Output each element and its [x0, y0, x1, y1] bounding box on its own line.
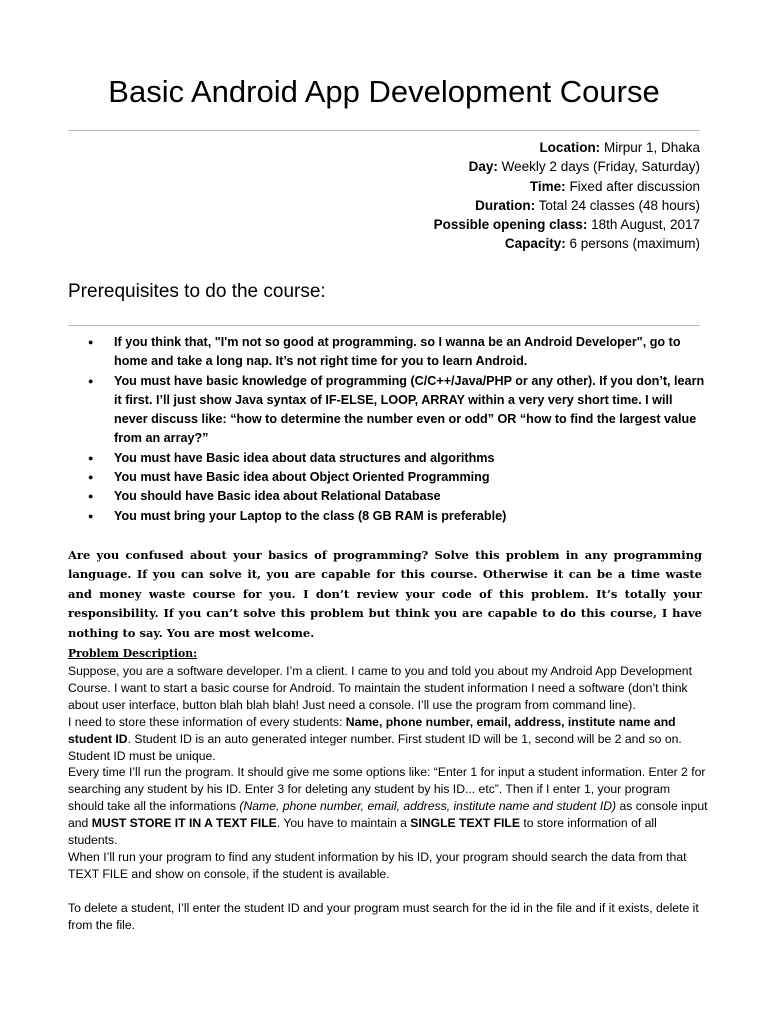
list-item: ● You must have basic knowledge of programming (C/C++/Java/PHP or any other). If you don’t, learn it first. I’ll just show Java syntax of IF-ELSE, LOOP, ARRAY within a very very short time. I will never discuss like: “how to determine the number even or odd” OR “how to find the largest value from an array?” — [68, 372, 708, 449]
problem-paragraph: When I’ll run your program to find any student information by his ID, your program should search the data from that TEXT FILE and show on console, if the student is available. — [68, 849, 687, 881]
prereq-heading: Prerequisites to do the course: — [68, 281, 326, 302]
prereq-divider — [68, 325, 700, 326]
info-opening-class — [434, 215, 700, 234]
paragraph-gap — [68, 883, 708, 900]
list-item: ● You must bring your Laptop to the class (8 GB RAM is preferable) — [68, 507, 708, 526]
info-value: Total 24 classes (48 hours) — [538, 197, 700, 213]
problem-paragraph — [68, 714, 708, 765]
info-value: Mirpur 1, Dhaka — [603, 140, 700, 155]
prerequisite-list — [68, 333, 708, 526]
text-run: I need to store these information of every students: — [68, 714, 346, 729]
intro-paragraph: Are you confused about your basics of programming? Solve this problem in any programming language. If you can solve it, you are capable for this course. Otherwise it can be a time waste and money waste course for you. I don’t review your code of this problem. It’s totally your responsibility. If you can’t solve this problem but think you are capable to do this course, I have nothing to say. You are most welcome. — [68, 548, 702, 640]
list-item: ● You should have Basic idea about Relational Database — [68, 487, 708, 506]
info-value: 6 persons (maximum) — [569, 236, 700, 252]
info-value: 18th August, 2017 — [591, 217, 700, 233]
info-location — [434, 138, 700, 157]
course-info — [434, 138, 700, 254]
info-key: Time: — [529, 178, 566, 194]
info-value: Fixed after discussion — [569, 178, 700, 194]
info-key: Day: — [468, 159, 498, 175]
text-run: to store information of all students. — [68, 816, 657, 848]
bold-text: SINGLE TEXT FILE — [410, 816, 520, 831]
info-time — [434, 177, 700, 196]
info-key: Duration: — [475, 197, 536, 213]
italic-text: (Name, phone number, email, address, institute name and student ID) — [239, 799, 617, 814]
list-item: ● You must have Basic idea about Object Oriented Programming — [68, 468, 708, 487]
bold-text: Name, phone number, email, address, institute name and student ID — [68, 714, 676, 746]
info-value: Weekly 2 days (Friday, Saturday) — [501, 159, 700, 175]
bold-text: MUST STORE IT IN A TEXT FILE — [91, 816, 277, 831]
text-run: Every time I’ll run the program. It should give me some options like: “Enter 1 for input a student information. Enter 2 for searching any student by his ID. Enter 3 for deleting any student by his ID... etc”. Then if I enter 1, your program should take all the informations — [68, 765, 706, 814]
problem-paragraph: To delete a student, I’ll enter the student ID and your program must search for the id in the file and if it exists, delete it from the file. — [68, 900, 699, 932]
problem-heading: Problem Description: — [68, 647, 198, 660]
info-capacity — [434, 234, 700, 253]
problem-paragraph — [68, 764, 708, 849]
text-run: . Student ID is an auto generated integer number. First student ID will be 1, second will be 2 and so on. Student ID must be unique. — [68, 731, 682, 763]
problem-paragraph: Suppose, you are a software developer. I’m a client. I came to you and told you about my Android App Development Course. I want to start a basic course for Android. To maintain the student information I need a software (don’t think about user interface, button blah blah blah! Just need a console. I’ll use the program from command line). — [68, 664, 692, 712]
info-duration — [434, 196, 700, 215]
text-run: as console input and — [68, 799, 708, 831]
page-title: Basic Android App Development Course — [108, 74, 660, 109]
text-run: . You have to maintain a — [276, 816, 411, 831]
info-key: Location: — [539, 140, 601, 155]
info-key: Possible opening class: — [433, 217, 588, 233]
list-item: ● You must have Basic idea about data structures and algorithms — [68, 449, 708, 468]
info-day — [434, 157, 700, 176]
title-divider — [68, 130, 700, 131]
info-key: Capacity: — [504, 236, 566, 252]
problem-description — [68, 663, 708, 933]
list-item: ● If you think that, "I'm not so good at programming. so I wanna be an Android Developer", go to home and take a long nap. It’s not right time for you to learn Android. — [68, 333, 708, 372]
